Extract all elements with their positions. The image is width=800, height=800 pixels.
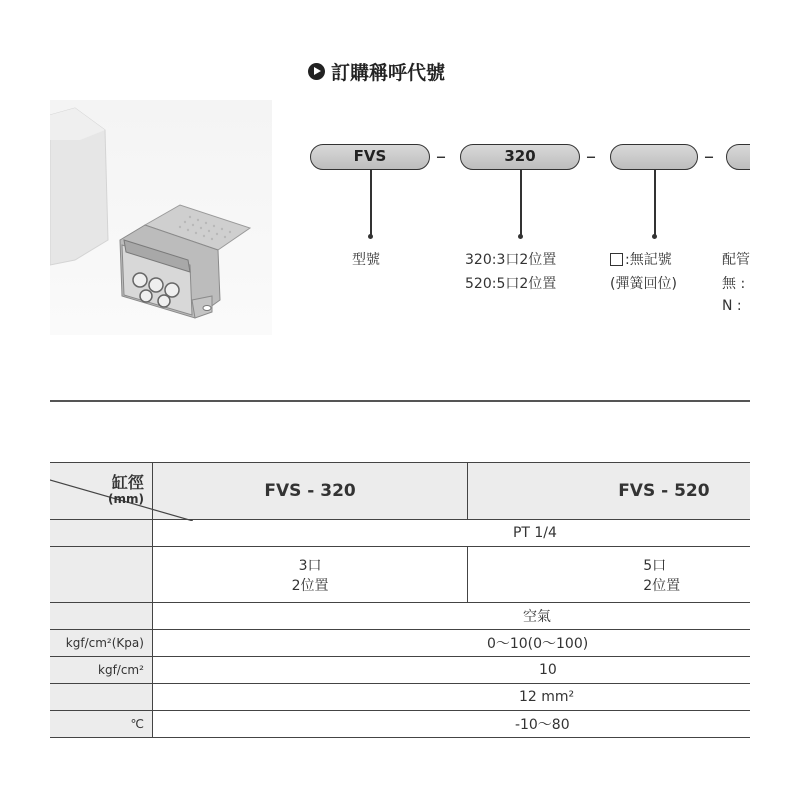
header-label-unit: (mm) — [107, 492, 144, 506]
product-photo — [50, 100, 272, 335]
row-unit — [50, 684, 152, 711]
return-desc-1 — [610, 248, 672, 272]
code-pill-model: FVS — [310, 144, 430, 170]
code-separator: – — [436, 144, 446, 168]
cell-line: 3口 — [298, 557, 322, 574]
row-unit — [50, 520, 152, 547]
row-unit: kgf/cm² — [50, 657, 152, 684]
table-row — [50, 547, 750, 603]
code-pill-return — [610, 144, 698, 170]
table-header-row — [50, 463, 750, 520]
leader-dot — [652, 234, 657, 239]
position-desc-2: 520:5口2位置 — [465, 276, 557, 292]
square-symbol-icon — [610, 253, 623, 266]
row-unit: kgf/cm²(Kpa) — [50, 630, 152, 657]
row-value: 空氣 — [152, 603, 750, 630]
cell-line: 2位置 — [291, 577, 329, 594]
row-unit — [50, 547, 152, 603]
code-separator: – — [586, 144, 596, 168]
leader-dot — [368, 234, 373, 239]
leader-line — [520, 170, 522, 236]
cell-line: 5口 — [643, 557, 667, 574]
table-row — [50, 520, 750, 547]
code-pill-port — [726, 144, 750, 170]
row-value — [468, 547, 750, 603]
row-value — [152, 547, 467, 603]
leader-line — [370, 170, 372, 236]
row-value: PT 1/4 — [152, 520, 750, 547]
table-row — [50, 711, 750, 738]
table-row — [50, 603, 750, 630]
row-value: 12 mm² — [152, 684, 750, 711]
table-row — [50, 630, 750, 657]
table-row — [50, 684, 750, 711]
row-unit: ℃ — [50, 711, 152, 738]
code-separator: – — [704, 144, 714, 168]
spec-table — [50, 462, 750, 738]
page-content — [50, 0, 750, 800]
table-row — [50, 657, 750, 684]
cell-line: 2位置 — [643, 577, 681, 594]
port-desc-2: N : — [722, 298, 742, 314]
return-desc-text: :無記號 — [625, 252, 672, 268]
column-header: FVS - 320 — [152, 463, 467, 520]
port-desc-title: 配管 — [722, 252, 750, 268]
section-title: 訂購稱呼代號 — [331, 62, 446, 84]
row-unit — [50, 603, 152, 630]
column-header: FVS - 520 — [468, 463, 750, 520]
row-value: 10 — [152, 657, 750, 684]
model-desc: 型號 — [352, 252, 380, 268]
leader-dot — [518, 234, 523, 239]
play-bullet-icon — [308, 63, 325, 80]
code-pill-position: 320 — [460, 144, 580, 170]
leader-line — [654, 170, 656, 236]
row-value: 0～10(0～100) — [152, 630, 750, 657]
position-desc-1: 320:3口2位置 — [465, 252, 557, 268]
header-label-top: 缸徑 — [111, 473, 144, 492]
row-value: -10～80 — [152, 711, 750, 738]
header-label-cell — [50, 463, 152, 520]
port-desc-1: 無 : — [722, 276, 746, 292]
section-divider — [50, 400, 750, 402]
section-heading — [308, 58, 445, 85]
return-desc-2: (彈簧回位) — [610, 276, 677, 292]
foot-valve-illustration — [50, 100, 272, 335]
